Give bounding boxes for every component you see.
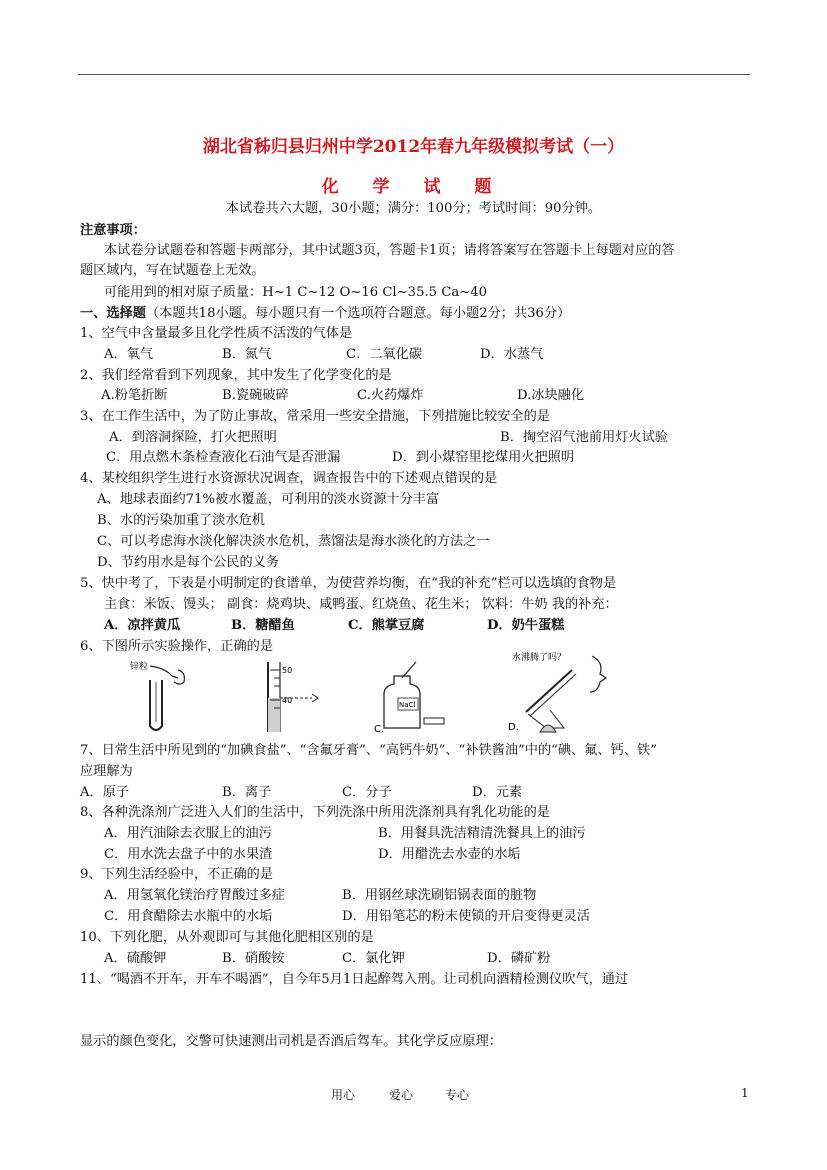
q9-option-b: B．用钢丝球洗刷铝锅表面的脏物 — [342, 888, 537, 903]
scale-label-50: 50 — [282, 666, 293, 675]
q2-stem: 2、我们经常看到下列现象，其中发生了化学变化的是 — [80, 368, 392, 383]
q6-figure-b — [250, 658, 330, 736]
q8-option-d: D．用醋洗去水壶的水垢 — [378, 847, 521, 862]
q5-stem: 5、快中考了，下表是小明制定的食谱单，为使营养均衡，在“我的补充”栏可以选填的食物是 — [80, 576, 617, 591]
q6-figure-c — [372, 660, 452, 736]
q7-option-b: B．离子 — [222, 785, 272, 800]
figure-c-letter: C． — [374, 724, 391, 735]
notes-heading: 注意事项： — [80, 223, 146, 238]
q6-figure-d — [506, 648, 616, 736]
q7-option-d: D．元素 — [472, 785, 523, 800]
section1-heading: 一、选择题 — [80, 306, 146, 321]
section1-desc: （本题共18小题。每小题只有一个选项符合题意。每小题2分；共36分） — [145, 306, 571, 321]
q8-option-c: C．用水洗去盘子中的水果渣 — [104, 847, 273, 862]
q9-option-c: C．用食醋除去水瓶中的水垢 — [104, 909, 273, 924]
q10-option-b: B．硝酸铵 — [222, 951, 285, 966]
notes-line-1: 本试卷分试题卷和答题卡两部分，其中试题3页，答题卡1页；请将答案写在答题卡上每题对应的答 — [104, 243, 675, 258]
q4-option-b: B、水的污染加重了淡水危机 — [97, 513, 265, 528]
q3-stem: 3、在工作生活中，为了防止事故，常采用一些安全措施，下列措施比较安全的是 — [80, 409, 550, 424]
q2-option-a: A.粉笔折断 — [101, 388, 168, 403]
q10-stem: 10、下列化肥，从外观即可与其他化肥相区别的是 — [80, 930, 374, 945]
q11-stem-cont: 显示的颜色变化，交警可快速测出司机是否酒后驾车。其化学反应原理： — [80, 1034, 502, 1049]
q1-stem: 1、空气中含量最多且化学性质不活泼的气体是 — [80, 326, 353, 341]
figure-d-letter: D． — [508, 722, 526, 733]
q5-option-c: C．熊掌豆腐 — [348, 618, 425, 633]
q6-stem: 6、下图所示实验操作，正确的是 — [80, 639, 274, 654]
footer-text-2: 爱心 — [389, 1088, 414, 1102]
q10-option-a: A．硫酸钾 — [104, 951, 167, 966]
q8-option-b: B．用餐具洗洁精清洗餐具上的油污 — [378, 826, 586, 841]
q9-option-d: D．用铅笔芯的粉末使锁的开启变得更灵活 — [342, 909, 590, 924]
page-number: 1 — [741, 1086, 749, 1100]
q2-option-d: D.冰块融化 — [517, 388, 585, 403]
scale-label-40: 40 — [282, 696, 293, 705]
q5-menu: 主食：米饭、馒头； 副食：烧鸡块、咸鸭蛋、红烧鱼、花生米； 饮料：牛奶 我的补充： — [104, 597, 618, 612]
q4-option-c: C、可以考虑海水淡化解决淡水危机，蒸馏法是海水淡化的方法之一 — [97, 534, 490, 549]
q4-option-a: A、地球表面约71%被水覆盖，可利用的淡水资源十分丰富 — [97, 492, 440, 507]
q2-option-c: C.火药爆炸 — [357, 388, 424, 403]
q1-option-a: A．氧气 — [104, 347, 154, 362]
exam-info: 本试卷共六大题，30小题；满分：100分；考试时间：90分钟。 — [225, 201, 602, 216]
q3-option-b: B．掏空沼气池前用灯火试验 — [500, 430, 668, 445]
footer-text-1: 用心 — [331, 1088, 356, 1102]
q9-stem: 9、下列生活经验中，不正确的是 — [80, 867, 274, 882]
q3-option-a: A．到溶洞探险，打火把照明 — [109, 430, 277, 445]
q1-option-d: D．水蒸气 — [480, 347, 544, 362]
exam-subtitle: 化 学 试 题 — [321, 177, 506, 197]
q1-option-b: B．氮气 — [222, 347, 272, 362]
atomic-masses: 可能用到的相对原子质量：H~1 C~12 O~16 Cl~35.5 Ca~40 — [104, 285, 488, 300]
q7-option-a: A．原子 — [80, 785, 130, 800]
q7-stem-cont: 应理解为 — [80, 764, 133, 779]
q11-stem: 11、“喝酒不开车，开车不喝酒”，自今年5月1日起醉驾入刑。让司机向酒精检测仪吹气，通过 — [80, 972, 629, 987]
q3-option-c: C．用点燃木条检查液化石油气是否泄漏 — [106, 450, 341, 465]
header-rule — [78, 74, 750, 75]
notes-line-2: 题区域内，写在试题卷上无效。 — [80, 263, 265, 278]
q8-option-a: A．用汽油除去衣服上的油污 — [104, 826, 272, 841]
bottle-label: NaCl — [399, 701, 416, 709]
q6-figure-a — [120, 656, 200, 736]
q3-option-d: D．到小煤窑里挖煤用火把照明 — [392, 450, 575, 465]
q2-option-b: B.瓷碗破碎 — [222, 388, 289, 403]
q10-option-c: C．氯化钾 — [342, 951, 405, 966]
q7-option-c: C．分子 — [342, 785, 392, 800]
zinc-granule-label: 锌粒 — [130, 662, 149, 672]
q4-option-d: D、节约用水是每个公民的义务 — [97, 555, 280, 570]
q5-option-b: B．糖醋鱼 — [231, 618, 295, 633]
q5-option-d: D．奶牛蛋糕 — [487, 618, 565, 633]
q8-stem: 8、各种洗涤剂广泛进入人们的生活中，下列洗涤中所用洗涤剂具有乳化功能的是 — [80, 805, 550, 820]
q9-option-a: A．用氢氧化镁治疗胃酸过多症 — [104, 888, 285, 903]
section1-header — [80, 306, 570, 322]
q4-stem: 4、某校组织学生进行水资源状况调查，调查报告中的下述观点错误的是 — [80, 471, 498, 486]
footer-text-3: 专心 — [445, 1088, 470, 1102]
exam-title: 湖北省秭归县归州中学2012年春九年级模拟考试（一） — [202, 137, 625, 157]
q7-stem: 7、日常生活中所见到的“加碘食盐”、“含氟牙膏”、“高钙牛奶”、“补铁酱油”中的“碘、氟、钙、铁” — [80, 743, 657, 758]
q1-option-c: C．二氧化碳 — [346, 347, 423, 362]
figure-d-caption: 水沸腾了吗？ — [512, 653, 567, 663]
q5-option-a: A．凉拌黄瓜 — [104, 618, 181, 633]
q10-option-d: D．磷矿粉 — [487, 951, 551, 966]
